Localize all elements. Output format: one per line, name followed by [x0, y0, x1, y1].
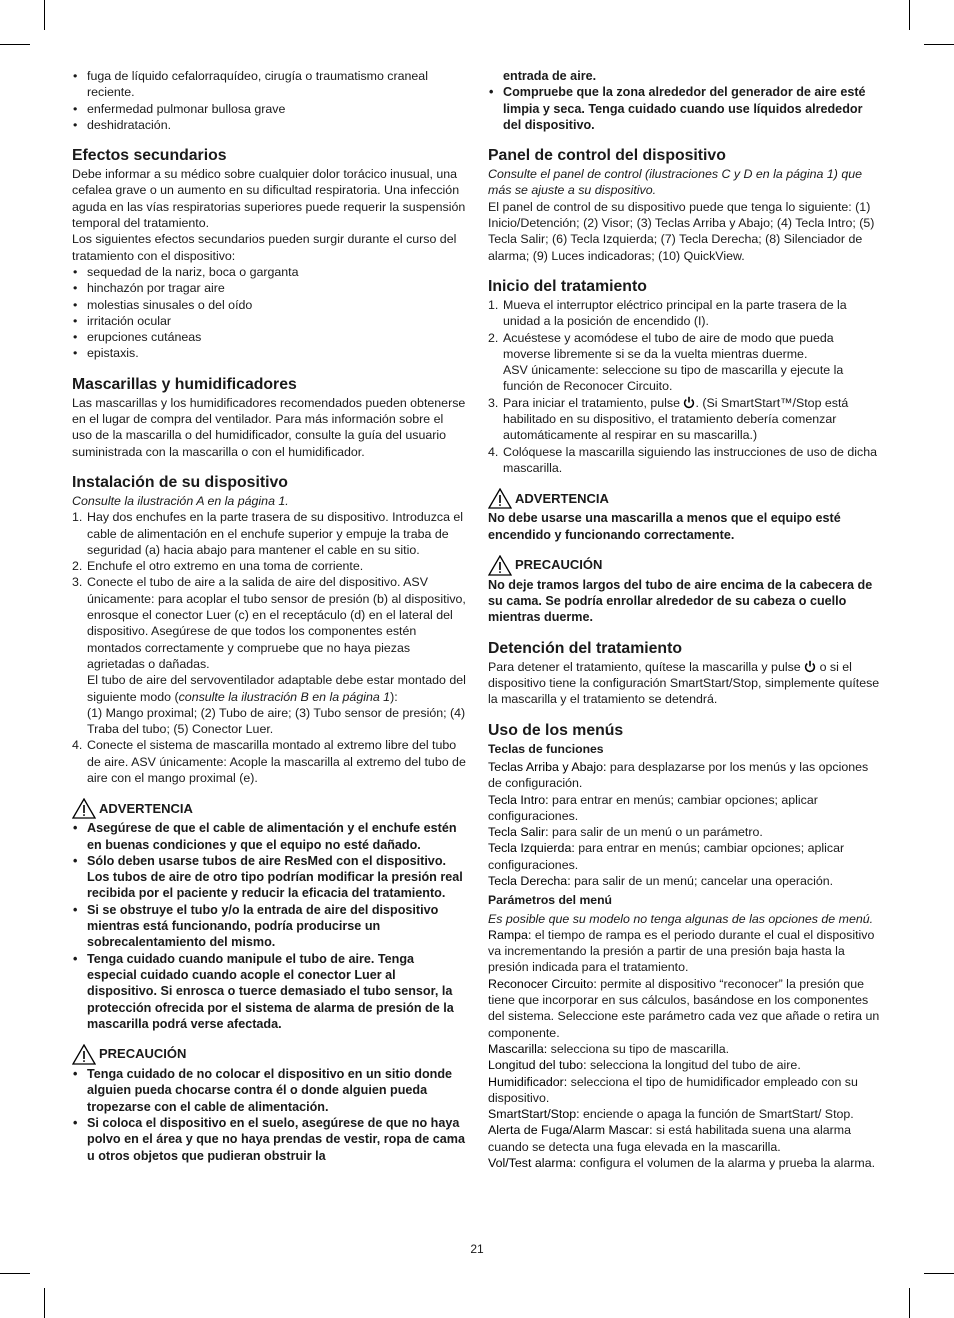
warning-heading: ADVERTENCIA — [72, 798, 466, 819]
subheading-menu-parameters: Parámetros del menú — [488, 893, 612, 908]
definition: Alerta de Fuga/Alarm Mascar: si está habilitada suena una alarma cuando se detecta una fuga elevada en la mascarilla. — [488, 1123, 851, 1154]
list-item: 3. Para iniciar el tratamiento, pulse . (Si SmartStart™/Stop está habilitado en su dispositivo, el tratamiento debería comenzar automáticamente al respirar en su mascarilla.) — [488, 395, 849, 443]
list-item: • fuga de líquido cefalorraquídeo, cirugía o traumatismo craneal reciente. — [72, 68, 466, 101]
caution-list — [72, 1066, 466, 1164]
list-item: 1. Hay dos enchufes en la parte trasera de su dispositivo. Introduzca el cable de alimentación en el enchufe superior y empuje la traba de seguridad (a) hacia abajo para mantener el cable en su sitio. — [72, 510, 464, 557]
definition: Rampa: el tiempo de rampa es el periodo durante el cual el dispositivo va incrementando la presión a partir de una presión baja hasta la presión indicada para el tratamiento. — [488, 927, 875, 975]
warning-triangle-icon — [488, 488, 512, 509]
crop-mark — [924, 1273, 954, 1274]
list-item: 3. Conecte el tubo de aire a la salida de aire del dispositivo. ASV únicamente: para acoplar el tubo sensor de presión (b) al dispositivo, enrosque el conector Luer (c) en el receptáculo (d) en el lateral del dispositivo. Asegúrese de que todos los componentes estén montados correctamente y compruebe que no haya piezas agrietadas o dañadas. El tubo de aire del servoventilador adaptable debe estar montado del siguiente modo (consulte la ilustración B en la página 1): (1) Mango proximal; (2) Tubo de aire; (3) Tubo sensor de presión; (4) Traba del tubo; (5) Conector Luer. — [72, 575, 466, 737]
paragraph: entrada de aire. — [503, 69, 597, 83]
warning-list — [72, 820, 466, 1032]
list-item: • Si se obstruye el tubo y/o la entrada de aire del dispositivo mientras está funcionando, podría producirse un sobrecalentamiento del mismo. — [72, 902, 466, 951]
definition: Tecla Derecha: para salir de un menú; cancelar una operación. — [488, 873, 834, 888]
definition: SmartStart/Stop: enciende o apaga la función de SmartStart/ Stop. — [488, 1107, 854, 1122]
left-column — [72, 68, 466, 1164]
section-heading-inicio: Inicio del tratamiento — [488, 277, 647, 295]
paragraph: El panel de control de su dispositivo puede que tenga lo siguiente: (1) Inicio/Detención; (2) Visor; (3) Teclas Arriba y Abajo; (4) Tecla Intro; (5) Tecla Salir; (6) Tecla Izquierda; (7) Tecla Derecha; (8) Silenciador de alarma; (9) Luces indicadoras; (10) QuickView. — [488, 199, 875, 263]
warning-triangle-icon — [72, 798, 96, 819]
list-item: • erupciones cutáneas — [72, 329, 466, 345]
definition: Mascarilla: selecciona su tipo de mascarilla. — [488, 1041, 730, 1056]
list-item: • Tenga cuidado cuando manipule el tubo de aire. Tenga especial cuidado cuando acople el conector Luer al dispositivo. Si enrosca o tuerce demasiado el tubo sensor, la protección ofrecida por el sistema de alarma de presión de la mascarilla podrá verse afectada. — [72, 951, 466, 1032]
definition: Tecla Intro: para entrar en menús; cambiar opciones; aplicar configuraciones. — [488, 792, 818, 823]
subheading-function-keys: Teclas de funciones — [488, 741, 604, 756]
paragraph: Las mascarillas y los humidificadores recomendados pueden obtenerse en el lugar de compra del ventilador. Para más información sobre el uso de la mascarilla o del humidificador, consulte la guía del usuario suministrada con la mascarilla o con el humidificador. — [72, 395, 466, 459]
crop-mark — [909, 1288, 910, 1318]
right-column — [488, 68, 882, 1171]
crop-mark — [909, 0, 910, 30]
section-heading-mascarillas: Mascarillas y humidificadores — [72, 375, 297, 393]
page-number: 21 — [470, 1242, 484, 1256]
installation-steps — [72, 509, 466, 786]
caution-text: No deje tramos largos del tubo de aire encima de la cabecera de su cama. Se podría enrollar alrededor de su cabeza o cuello mientras duerme. — [488, 577, 873, 625]
list-item: 4. Colóquese la mascarilla siguiendo las instrucciones de uso de dicha mascarilla. — [488, 444, 878, 475]
crop-mark — [0, 44, 30, 45]
crop-mark — [44, 1288, 45, 1318]
list-item: • deshidratación. — [72, 117, 466, 133]
definition: Vol/Test alarma: configura el volumen de la alarma y prueba la alarma. — [488, 1156, 876, 1171]
crop-mark — [44, 0, 45, 30]
section-heading-detencion: Detención del tratamiento — [488, 639, 682, 657]
definition: Longitud del tubo: selecciona la longitud del tubo de aire. — [488, 1058, 801, 1073]
side-effects-list — [72, 264, 466, 362]
list-item: • Compruebe que la zona alrededor del generador de aire esté limpia y seca. Tenga cuidado cuando use líquidos alrededor del dispositivo. — [488, 84, 882, 133]
crop-mark — [924, 44, 954, 45]
definition: Reconocer Circuito: permite al dispositivo “reconocer” la presión que tiene que incorporar en sus cálculos, basándose en los componentes del sistema. Seleccione este parámetro cada vez que añade o retira un componente. — [488, 976, 880, 1040]
warning-heading: ADVERTENCIA — [488, 488, 882, 509]
list-item: • Tenga cuidado de no colocar el dispositivo en un sitio donde alguien pueda chocarse contra él o donde alguien pueda tropezarse con el cable de alimentación. — [72, 1066, 466, 1115]
list-item: • hinchazón por tragar aire — [72, 280, 466, 296]
list-item: 4. Conecte el sistema de mascarilla montado al extremo libre del tubo de aire. ASV únicamente: Acople la mascarilla al extremo del tubo de aire con el mango proximal (e). — [72, 738, 466, 785]
list-item: • epistaxis. — [72, 345, 466, 361]
section-heading-instalacion: Instalación de su dispositivo — [72, 473, 288, 491]
section-heading-efectos: Efectos secundarios — [72, 147, 227, 165]
power-icon — [804, 660, 816, 673]
list-item: • enfermedad pulmonar bullosa grave — [72, 101, 466, 117]
paragraph: Para detener el tratamiento, quítese la mascarilla y pulse o si el dispositivo tiene la configuración SmartStart/Stop, simplemente quítese la mascarilla y el tratamiento se detendrá. — [488, 659, 880, 707]
caution-heading: PRECAUCIÓN — [72, 1044, 466, 1065]
list-item: • Si coloca el dispositivo en el suelo, asegúrese de que no haya polvo en el área y que no haya prendas de vestir, ropa de cama u otros objetos que pudieran obstruir la — [72, 1115, 466, 1164]
definition: Humidificador: selecciona el tipo de humidificador empleado con su dispositivo. — [488, 1074, 858, 1105]
definition: Tecla Salir: para salir de un menú o un parámetro. — [488, 825, 763, 840]
caution-heading: PRECAUCIÓN — [488, 555, 882, 576]
section-heading-panel: Panel de control del dispositivo — [488, 147, 726, 165]
list-item: 2. Enchufe el otro extremo en una toma de corriente. — [72, 559, 364, 574]
definition: Teclas Arriba y Abajo: para desplazarse por los menús y las opciones de configuración. — [488, 759, 869, 791]
caution-list-continued — [488, 84, 882, 133]
paragraph: Debe informar a su médico sobre cualquier dolor torácico inusual, una cefalea grave o un aumento en su dificultad respiratoria. Una infección aguda en las vías respiratorias superiores puede requerir la suspensión temporal del tratamiento. — [72, 167, 466, 231]
list-item: • sequedad de la nariz, boca o garganta — [72, 264, 466, 280]
definition: Tecla Izquierda: para entrar en menús; cambiar opciones; aplicar configuraciones. — [488, 841, 845, 872]
figure-reference: Consulte el panel de control (ilustraciones C y D en la página 1) que más se ajuste a su dispositivo. — [488, 167, 863, 198]
figure-reference: Consulte la ilustración A en la página 1. — [72, 493, 289, 508]
note: Es posible que su modelo no tenga algunas de las opciones de menú. — [488, 911, 874, 926]
start-steps — [488, 297, 882, 476]
list-item: • molestias sinusales o del oído — [72, 297, 466, 313]
warning-triangle-icon — [488, 555, 512, 576]
section-heading-menus: Uso de los menús — [488, 721, 624, 739]
list-item: • irritación ocular — [72, 313, 466, 329]
list-item: 2. Acuéstese y acomódese el tubo de aire de modo que pueda moverse libremente si se da la vuelta mientras duerme. ASV únicamente: seleccione su tipo de mascarilla y ejecute la función de Reconocer Circuito. — [488, 330, 844, 394]
list-item: • Sólo deben usarse tubos de aire ResMed con el dispositivo. Los tubos de aire de otro tipo podrían modificar la presión real recibida por el paciente y reducir la eficacia del tratamiento. — [72, 853, 466, 902]
crop-mark — [0, 1273, 30, 1274]
power-icon — [683, 396, 695, 409]
list-item: • Asegúrese de que el cable de alimentación y el enchufe estén en buenas condiciones y que el equipo no esté dañado. — [72, 820, 466, 853]
warning-text: No debe usarse una mascarilla a menos que el equipo esté encendido y funcionando correctamente. — [488, 511, 841, 542]
warning-triangle-icon — [72, 1044, 96, 1065]
contraindications-list — [72, 68, 466, 133]
list-item: 1. Mueva el interruptor eléctrico principal en la parte trasera de la unidad a la posición de encendido (I). — [488, 297, 847, 329]
paragraph: Los siguientes efectos secundarios pueden surgir durante el curso del tratamiento con el dispositivo: — [72, 232, 457, 263]
